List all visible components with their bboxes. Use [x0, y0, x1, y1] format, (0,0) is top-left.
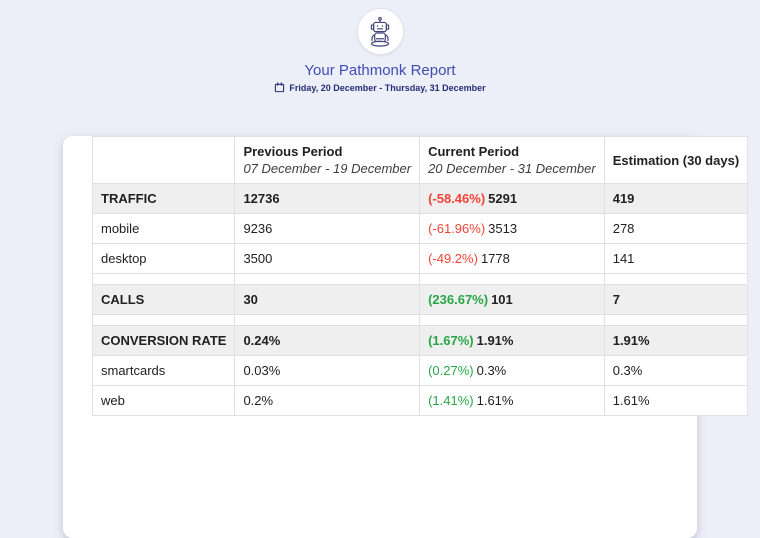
row-label: desktop	[93, 244, 235, 274]
report-header	[0, 0, 760, 93]
change-percent: (236.67%)	[428, 292, 489, 307]
row-label: TRAFFIC	[93, 184, 235, 214]
current-value: 5291	[488, 191, 518, 206]
spacer-cell	[235, 315, 420, 326]
change-percent: (0.27%)	[428, 363, 474, 378]
change-percent: (1.41%)	[428, 393, 474, 408]
row-label: CONVERSION RATE	[93, 326, 235, 356]
current-period-value	[420, 356, 605, 386]
report-table	[92, 136, 748, 416]
estimation-value: 1.61%	[604, 386, 747, 416]
date-range	[0, 82, 760, 93]
table-row-mobile	[93, 214, 748, 244]
estimation-value: 278	[604, 214, 747, 244]
previous-period-value: 12736	[235, 184, 420, 214]
header-cell-estimation	[604, 137, 747, 184]
table-row-conversion-rate	[93, 326, 748, 356]
column-title: Estimation (30 days)	[612, 152, 740, 168]
spacer-row	[93, 315, 748, 326]
report-card	[63, 136, 740, 538]
row-label: mobile	[93, 214, 235, 244]
current-value: 0.3%	[476, 363, 507, 378]
previous-period-value: 0.24%	[235, 326, 420, 356]
previous-period-value: 3500	[235, 244, 420, 274]
spacer-cell	[235, 274, 420, 285]
header-cell-previous-period	[235, 137, 420, 184]
current-period-value	[420, 184, 605, 214]
column-subtitle: 20 December - 31 December	[428, 161, 596, 176]
current-value: 101	[491, 292, 513, 307]
previous-period-value: 0.03%	[235, 356, 420, 386]
previous-period-value: 9236	[235, 214, 420, 244]
estimation-value: 7	[604, 285, 747, 315]
current-period-value	[420, 244, 605, 274]
table-row-desktop	[93, 244, 748, 274]
current-period-value	[420, 285, 605, 315]
spacer-cell	[93, 274, 235, 285]
row-label: smartcards	[93, 356, 235, 386]
change-percent: (-49.2%)	[428, 251, 478, 266]
row-label: web	[93, 386, 235, 416]
date-range-text: Friday, 20 December - Thursday, 31 December	[289, 82, 486, 93]
report-title: Your Pathmonk Report	[304, 62, 456, 79]
change-percent: (1.67%)	[428, 333, 474, 348]
spacer-cell	[93, 315, 235, 326]
row-label: CALLS	[93, 285, 235, 315]
spacer-cell	[604, 274, 747, 285]
estimation-value: 419	[604, 184, 747, 214]
current-value: 3513	[488, 221, 518, 236]
current-period-value	[420, 326, 605, 356]
estimation-value: 0.3%	[604, 356, 747, 386]
table-row-traffic	[93, 184, 748, 214]
column-title: Previous Period	[243, 144, 343, 159]
table-row-smartcards	[93, 356, 748, 386]
current-value: 1.61%	[476, 393, 514, 408]
header-cell-empty	[93, 137, 235, 184]
estimation-value: 141	[604, 244, 747, 274]
current-period-value	[420, 214, 605, 244]
spacer-cell	[604, 315, 747, 326]
table-row-web	[93, 386, 748, 416]
header-cell-current-period	[420, 137, 605, 184]
column-subtitle: 07 December - 19 December	[243, 161, 412, 176]
current-value: 1.91%	[476, 333, 514, 348]
spacer-cell	[420, 315, 605, 326]
previous-period-value: 30	[235, 285, 420, 315]
column-title: Current Period	[428, 144, 520, 159]
table-row-calls	[93, 285, 748, 315]
robot-icon	[363, 15, 397, 49]
current-period-value	[420, 386, 605, 416]
estimation-value: 1.91%	[604, 326, 747, 356]
previous-period-value: 0.2%	[235, 386, 420, 416]
change-percent: (-58.46%)	[428, 191, 486, 206]
current-value: 1778	[480, 251, 510, 266]
pathmonk-robot-logo	[357, 8, 404, 55]
calendar-icon	[274, 82, 285, 93]
spacer-cell	[420, 274, 605, 285]
spacer-row	[93, 274, 748, 285]
change-percent: (-61.96%)	[428, 221, 486, 236]
table-header-row	[93, 137, 748, 184]
